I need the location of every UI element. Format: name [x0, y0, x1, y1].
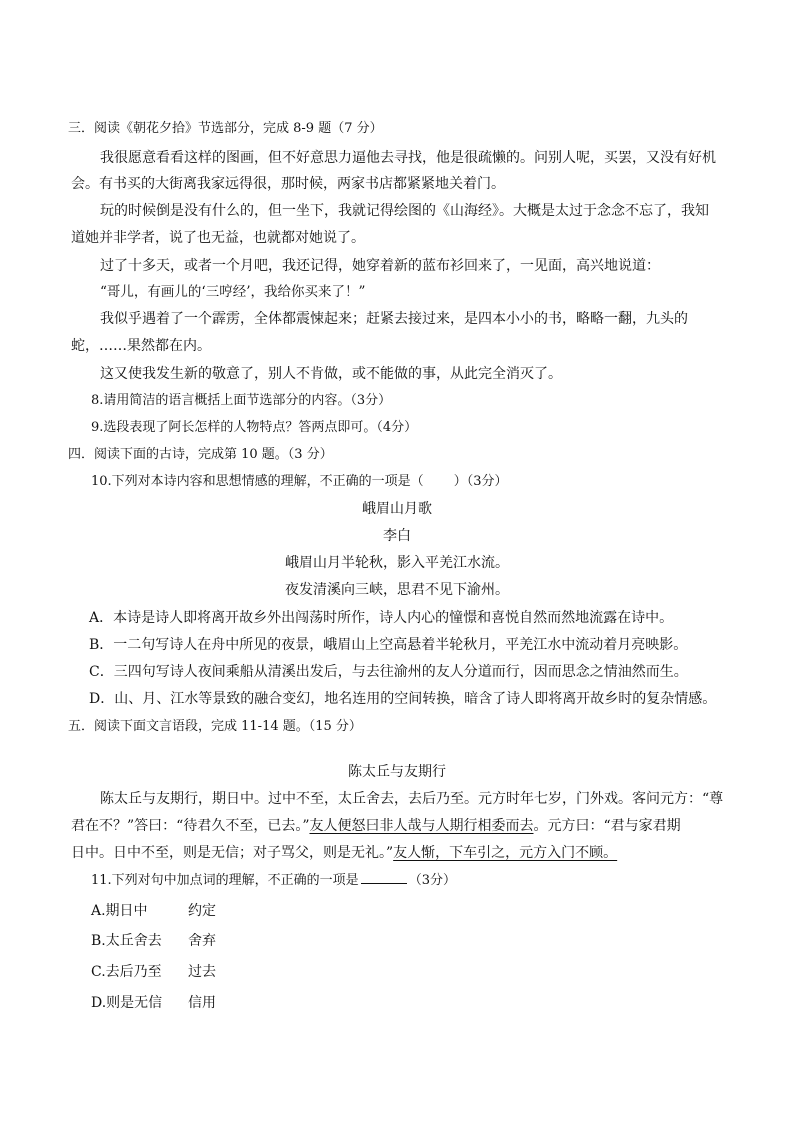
classical-line	[71, 816, 681, 836]
option-c: C．三四句写诗人夜间乘船从清溪出发后，与去往渝州的友人分道而行，因而思念之情油然而生。	[89, 664, 688, 680]
section4-heading: 四．阅读下面的古诗，完成第 10 题。（3 分）	[68, 447, 333, 462]
passage-line: 玩的时候倒是没有什么的，但一坐下，我就记得绘图的《山海经》。大概是太过于念念不忘了，我知	[100, 203, 709, 219]
passage-line: 道她并非学者，说了也无益，也就都对她说了。	[71, 230, 365, 246]
choice-d-term: D.则是无信	[91, 995, 163, 1011]
classical-title: 陈太丘与友期行	[348, 764, 446, 780]
choice-a-term: A.期日中	[91, 903, 148, 919]
passage-line: 蛇，……果然都在内。	[71, 338, 211, 354]
choice-a-meaning: 约定	[188, 903, 216, 919]
choice-d-meaning: 信用	[188, 995, 216, 1011]
classical-text: 君在不？”答曰：“待君久不至，已去。”	[71, 818, 310, 834]
underlined-sentence: 友人惭，下车引之，元方入门不顾。	[393, 845, 618, 861]
answer-blank[interactable]	[361, 871, 407, 884]
passage-line: 过了十多天，或者一个月吧，我还记得，她穿着新的蓝布衫回来了，一见面，高兴地说道：	[100, 258, 660, 274]
section5-heading: 五．阅读下面文言语段，完成 11-14 题。（15 分）	[68, 719, 362, 734]
question-10	[91, 472, 507, 492]
poem-title: 峨眉山月歌	[362, 501, 432, 517]
option-d: D．山、月、江水等景致的融合变幻，地名连用的空间转换，暗含了诗人即将离开故乡时的复杂情感。	[89, 691, 717, 707]
question-11-score: （3分）	[408, 873, 456, 888]
question-9: 9.选段表现了阿长怎样的人物特点？答两点即可。（4分）	[91, 420, 418, 435]
passage-line: 会。有书买的大街离我家远得很，那时候，两家书店都紧紧地关着门。	[71, 176, 505, 192]
choice-c-meaning: 过去	[188, 964, 216, 980]
question-10-score: ）（3分）	[453, 474, 508, 489]
classical-line: 陈太丘与友期行，期日中。过中不至，太丘舍去，去后乃至。元方时年七岁，门外戏。客问元方：“尊	[100, 791, 724, 807]
option-a: A．本诗是诗人即将离开故乡外出闯荡时所作，诗人内心的憧憬和喜悦自然而然地流露在诗中。	[89, 610, 674, 626]
choice-c-term: C.去后乃至	[91, 964, 162, 980]
poem-line: 峨眉山月半轮秋，影入平羌江水流。	[285, 555, 509, 571]
question-11	[91, 871, 456, 891]
passage-line: 我似乎遇着了一个霹雳，全体都震悚起来；赶紧去接过来，是四本小小的书，略略一翻，九头的	[100, 311, 688, 327]
passage-quote: “哥儿，有画儿的‘三哼经’，我给你买来了！”	[100, 284, 366, 300]
choice-b-term: B.太丘舍去	[91, 933, 162, 949]
poem-line: 夜发清溪向三峡，思君不见下渝州。	[285, 582, 509, 598]
poem-author: 李白	[383, 528, 411, 544]
classical-text: 日中。日中不至，则是无信；对子骂父，则是无礼。”	[71, 845, 394, 861]
passage-line: 我很愿意看看这样的图画，但不好意思力逼他去寻找，他是很疏懒的。问别人呢，买罢，又没有好机	[100, 150, 716, 166]
option-b: B．一二句写诗人在舟中所见的夜景，峨眉山上空高悬着半轮秋月，平羌江水中流动着月亮映影。	[89, 637, 688, 653]
section3-heading: 三．阅读《朝花夕拾》节选部分，完成 8-9 题（7 分）	[68, 121, 383, 136]
passage-line: 这又使我发生新的敬意了，别人不肯做，或不能做的事，从此完全消灭了。	[100, 366, 562, 382]
underlined-sentence: 友人便怒曰非人哉与人期行相委而去	[309, 818, 534, 834]
choice-b-meaning: 舍弃	[188, 933, 216, 949]
classical-line	[71, 843, 617, 863]
classical-text: 。元方曰：“君与家君期	[533, 818, 681, 834]
question-8: 8.请用简洁的语言概括上面节选部分的内容。（3分）	[91, 393, 392, 408]
question-10-text: 10.下列对本诗内容和思想情感的理解，不正确的一项是（	[91, 474, 424, 489]
question-11-text: 11.下列对句中加点词的理解，不正确的一项是	[91, 873, 359, 888]
